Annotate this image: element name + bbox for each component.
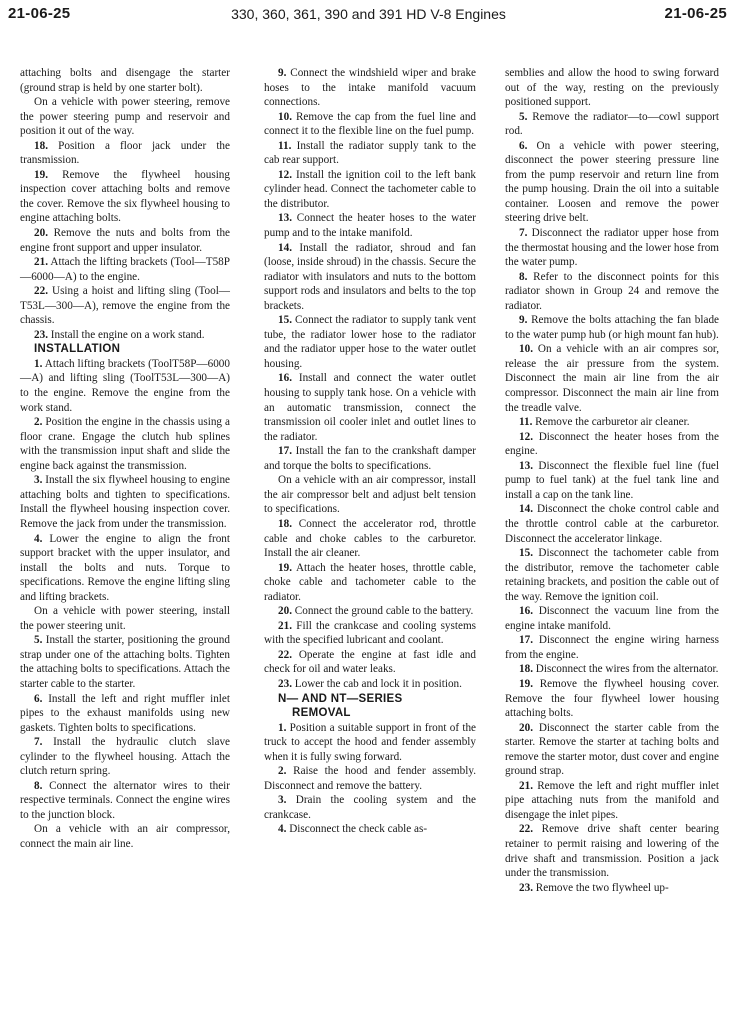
procedure-step	[20, 415, 230, 473]
step-text: Remove the carburetor air cleaner.	[535, 416, 690, 429]
step-text: Connect the ground cable to the battery.	[294, 605, 474, 618]
step-number: 17.	[278, 445, 292, 458]
step-text: Position a floor jack under the transmission.	[20, 139, 230, 167]
page-title: 330, 360, 361, 390 and 391 HD V-8 Engines	[231, 6, 506, 22]
step-number: 5.	[519, 110, 528, 123]
step-number: 6.	[34, 692, 43, 705]
step-number: 19.	[34, 168, 48, 181]
step-text: Disconnect the heater hoses from the engine.	[505, 430, 719, 458]
step-number: 12.	[519, 430, 533, 443]
step-number: 4.	[34, 532, 43, 545]
step-text: Refer to the disconnect points for this radiator shown in Group 24 and remove the radiator.	[505, 270, 719, 312]
paragraph: On a vehicle with power steering, remove the power steering pump and reservoir and position it out of the way.	[20, 96, 230, 138]
step-text: Remove drive shaft center bearing retainer to permit raising and lowering of the drive shaft and transmission. Position a jack under the transmission.	[505, 823, 719, 880]
procedure-step	[505, 822, 719, 880]
step-number: 11.	[519, 416, 533, 429]
step-text: Remove the flywheel housing cover. Remove the four flywheel lower housing attaching bolts.	[505, 677, 720, 720]
step-number: 13.	[278, 212, 292, 225]
step-text: Connect the alternator wires to their respective terminals. Connect the engine wires to the junction block.	[20, 779, 231, 821]
procedure-step	[20, 139, 230, 168]
step-text: Disconnect the tachometer cable from the distributor, remove the tachometer cable retaining brackets, and position the cable out of the way. Remove the ignition coil.	[505, 547, 719, 603]
procedure-step	[505, 604, 719, 633]
step-text: Install the hydraulic clutch slave cylinder to the flywheel housing. Attach the clutch return spring.	[20, 736, 231, 778]
procedure-step	[264, 561, 476, 605]
step-number: 15.	[519, 547, 533, 560]
step-number: 2.	[34, 416, 43, 429]
procedure-step	[505, 313, 719, 342]
procedure-step	[264, 241, 476, 314]
procedure-step	[505, 677, 719, 721]
procedure-step	[505, 110, 719, 139]
step-text: Install the ignition coil to the left bank cylinder head. Connect the tachometer cable to the distributor.	[264, 168, 477, 210]
step-number: 10.	[278, 110, 292, 123]
step-number: 22.	[519, 823, 533, 836]
procedure-step	[20, 779, 230, 823]
step-number: 1.	[34, 357, 43, 370]
procedure-step	[505, 546, 719, 604]
step-number: 23.	[278, 677, 292, 690]
step-text: Attach lifting brackets (ToolT58P—6000—A) and lifting sling (ToolT53L—300—A) to the engine. Remove the engine from the work stand.	[20, 357, 230, 414]
procedure-step	[505, 459, 719, 503]
section-heading: N— AND NT—SERIES	[278, 692, 403, 705]
page-header	[0, 0, 737, 40]
procedure-step	[20, 357, 230, 415]
step-text: Connect the accelerator rod, throttle cable and choke cables to the carburetor. Install the air cleaner.	[264, 517, 476, 560]
step-number: 18.	[278, 517, 292, 530]
continued-paragraph: attaching bolts and disengage the starter (ground strap is held by one starter bolt).	[20, 67, 230, 94]
procedure-step	[20, 692, 230, 736]
step-number: 8.	[519, 270, 528, 283]
step-number: 21.	[278, 619, 292, 632]
paragraph: On a vehicle with an air compressor, connect the main air line.	[20, 823, 230, 850]
procedure-step	[264, 371, 476, 444]
step-text: Remove the flywheel housing inspection cover attaching bolts and remove the cover. Remove the six flywheel housing to engine attaching bolts.	[20, 168, 230, 225]
procedure-step	[505, 633, 719, 662]
section-heading: INSTALLATION	[34, 343, 121, 356]
procedure-step	[264, 168, 476, 212]
section-heading: REMOVAL	[292, 707, 351, 720]
step-text: Install the fan to the crankshaft damper and torque the bolts to specifications.	[264, 445, 476, 472]
step-text: On a vehicle with power steering, disconnect the power steering pressure line from the pump reservoir and return line from the pump housing. Drain the oil into a suitable container. Loosen and remove the power steering drive belt.	[505, 139, 720, 225]
step-number: 18.	[34, 139, 48, 152]
step-number: 14.	[278, 241, 292, 254]
procedure-step	[20, 168, 230, 226]
step-text: Remove the nuts and bolts from the engine front support and upper insulator.	[20, 227, 230, 254]
procedure-step	[505, 415, 719, 430]
step-number: 6.	[519, 139, 528, 152]
procedure-step	[20, 473, 230, 531]
step-text: Using a hoist and lifting sling (Tool—T53L—300—A), remove the engine from the chassis.	[20, 285, 230, 327]
step-number: 7.	[519, 227, 528, 240]
step-text: Disconnect the choke control cable and the throttle control cable at the carburetor. Disconnect the accelerator linkage.	[505, 503, 719, 545]
step-number: 3.	[278, 794, 287, 807]
step-text: Raise the hood and fender assembly. Disconnect and remove the battery.	[264, 765, 477, 792]
procedure-step	[505, 270, 719, 314]
step-number: 17.	[519, 634, 533, 647]
step-number: 20.	[278, 605, 292, 618]
step-text: Remove the two flywheel up-	[535, 881, 669, 894]
step-text: Lower the engine to align the front support bracket with the upper insulator, and install the bolts and nuts. Torque to specifications. Remove the engine lifting sling and lifting brackets.	[20, 532, 231, 603]
procedure-step	[20, 532, 230, 605]
step-number: 12.	[278, 168, 292, 181]
page-number-right: 21-06-25	[664, 5, 727, 22]
step-text: Remove the left and right muffler inlet pipe attaching nuts from the manifold and disengage the inlet pipes.	[505, 779, 719, 821]
step-text: Fill the crankcase and cooling systems with the specified lubricant and coolant.	[264, 619, 477, 647]
procedure-step	[20, 328, 230, 343]
procedure-step	[264, 110, 476, 139]
step-text: Connect the radiator to supply tank vent tube, the radiator lower hose to the radiator and the radiator upper hose to the water outlet housing.	[264, 314, 476, 370]
step-number: 22.	[278, 648, 292, 661]
procedure-step	[264, 721, 476, 765]
step-text: Remove the bolts attaching the fan blade to the water pump hub (or high mount fan hub).	[505, 314, 720, 341]
step-number: 22.	[34, 285, 48, 298]
procedure-step	[505, 662, 719, 677]
procedure-step	[264, 139, 476, 168]
step-text: Install the starter, positioning the ground strap under one of the attaching bolts. Tighten the attaching bolts to specifications. Attach the starter cable to the starter.	[20, 634, 230, 690]
step-number: 7.	[34, 736, 43, 749]
step-text: Install the radiator supply tank to the cab rear support.	[264, 139, 476, 167]
step-number: 4.	[278, 823, 287, 836]
procedure-step	[505, 881, 719, 896]
procedure-step	[505, 226, 719, 270]
procedure-step	[264, 517, 476, 561]
step-number: 5.	[34, 634, 43, 647]
step-text: Connect the heater hoses to the water pump and to the intake manifold.	[264, 212, 476, 240]
step-text: Attach the lifting brackets (Tool—T58P—6000—A) to the engine.	[20, 256, 230, 283]
step-text: Install the six flywheel housing to engine attaching bolts and tighten to specifications. Install the flywheel housing inspection cover. Remove the jack from under the transmission.	[20, 474, 231, 530]
step-text: Install and connect the water outlet housing to supply tank hose. On a vehicle with an automatic transmission, connect the transmission oil cooler inlet and outlet lines to the radiator.	[264, 372, 476, 443]
step-text: Position the engine in the chassis using a floor crane. Engage the clutch hub splines with the transmission input shaft and slide the engine back against the transmission.	[20, 416, 231, 472]
step-text: Connect the windshield wiper and brake hoses to the intake manifold vacuum connections.	[264, 67, 476, 109]
step-text: Install the radiator, shroud and fan (loose, inside shroud) in the chassis. Secure the radiator with insulators and nuts to the bottom support rods and insulators and belts to the top brackets.	[264, 241, 476, 312]
procedure-step	[264, 677, 476, 692]
procedure-step	[20, 633, 230, 691]
step-number: 13.	[519, 459, 533, 472]
paragraph: On a vehicle with an air compressor, install the air compressor belt and adjust belt tension to specifications.	[264, 474, 476, 516]
procedure-step	[264, 313, 476, 371]
step-number: 20.	[34, 227, 48, 240]
step-text: Lower the cab and lock it in position.	[294, 677, 462, 690]
procedure-step	[264, 211, 476, 240]
step-text: Disconnect the wires from the alternator.	[535, 663, 719, 676]
procedure-step	[264, 822, 476, 837]
step-number: 21.	[34, 256, 48, 269]
step-number: 23.	[519, 881, 533, 894]
step-number: 20.	[519, 721, 533, 734]
step-text: Disconnect the vacuum line from the engine intake manifold.	[505, 605, 719, 632]
step-text: On a vehicle with an air compres sor, release the air pressure from the system. Disconnect the main air line from the air compressor. Disconnect the main air line from the treadle valve.	[505, 343, 720, 414]
step-number: 19.	[519, 677, 533, 690]
procedure-step	[505, 779, 719, 823]
procedure-step	[20, 226, 230, 255]
procedure-step	[505, 502, 719, 546]
procedure-step	[264, 648, 476, 677]
step-number: 14.	[519, 503, 533, 516]
step-number: 16.	[519, 605, 533, 618]
step-text: Install the engine on a work stand.	[50, 328, 205, 341]
procedure-step	[264, 66, 476, 110]
step-text: Remove the radiator—to—cowl support rod.	[505, 110, 720, 138]
step-number: 11.	[278, 139, 292, 152]
procedure-step	[505, 430, 719, 459]
step-text: Disconnect the check cable as-	[289, 823, 428, 836]
step-number: 23.	[34, 328, 48, 341]
procedure-step	[505, 721, 719, 779]
text-column-left	[20, 66, 230, 852]
text-column-middle	[264, 66, 476, 837]
step-text: Position a suitable support in front of the truck to accept the hood and fender assembly when it is fully swing forward.	[264, 721, 477, 763]
procedure-step	[20, 735, 230, 779]
page-number-left: 21-06-25	[8, 5, 71, 22]
step-text: Operate the engine at fast idle and check for oil and water leaks.	[264, 648, 476, 676]
procedure-step	[264, 764, 476, 793]
procedure-step	[264, 793, 476, 822]
procedure-step	[505, 139, 719, 226]
paragraph: On a vehicle with power steering, install the power steering unit.	[20, 605, 230, 632]
step-text: Disconnect the engine wiring harness from the engine.	[505, 634, 720, 661]
procedure-step	[20, 255, 230, 284]
step-text: Disconnect the starter cable from the starter. Remove the starter at taching bolts and remove the starter motor, dust cover and engine ground strap.	[505, 721, 719, 778]
step-number: 9.	[519, 314, 528, 327]
step-text: Remove the cap from the fuel line and connect it to the flexible line on the fuel pump.	[264, 110, 477, 138]
step-text: Disconnect the flexible fuel line (fuel pump to fuel tank) at the fuel tank line and install a cap on the tank line.	[505, 459, 720, 501]
step-text: Install the left and right muffler inlet pipes to the exhaust manifolds using new gaskets. Tighten bolts to specifications.	[20, 692, 230, 734]
step-number: 16.	[278, 372, 292, 385]
step-number: 2.	[278, 765, 287, 778]
procedure-step	[264, 444, 476, 473]
continued-paragraph: semblies and allow the hood to swing forward out of the way, resting on the previously positioned support.	[505, 67, 719, 109]
step-number: 18.	[519, 663, 533, 676]
step-text: Attach the heater hoses, throttle cable, choke cable and tachometer cable to the radiator.	[264, 561, 476, 603]
step-number: 1.	[278, 721, 287, 734]
procedure-step	[264, 619, 476, 648]
step-number: 9.	[278, 67, 287, 79]
procedure-step	[505, 342, 719, 415]
step-number: 19.	[278, 561, 292, 574]
step-number: 8.	[34, 779, 43, 792]
step-text: Disconnect the radiator upper hose from the thermostat housing and the lower hose from the water pump.	[505, 227, 719, 269]
step-number: 21.	[519, 779, 533, 792]
step-number: 10.	[519, 343, 533, 356]
procedure-step	[20, 284, 230, 328]
procedure-step	[264, 604, 476, 619]
step-text: Drain the cooling system and the crankcase.	[264, 794, 476, 821]
text-column-right	[505, 66, 719, 895]
step-number: 15.	[278, 314, 292, 327]
step-number: 3.	[34, 474, 43, 487]
